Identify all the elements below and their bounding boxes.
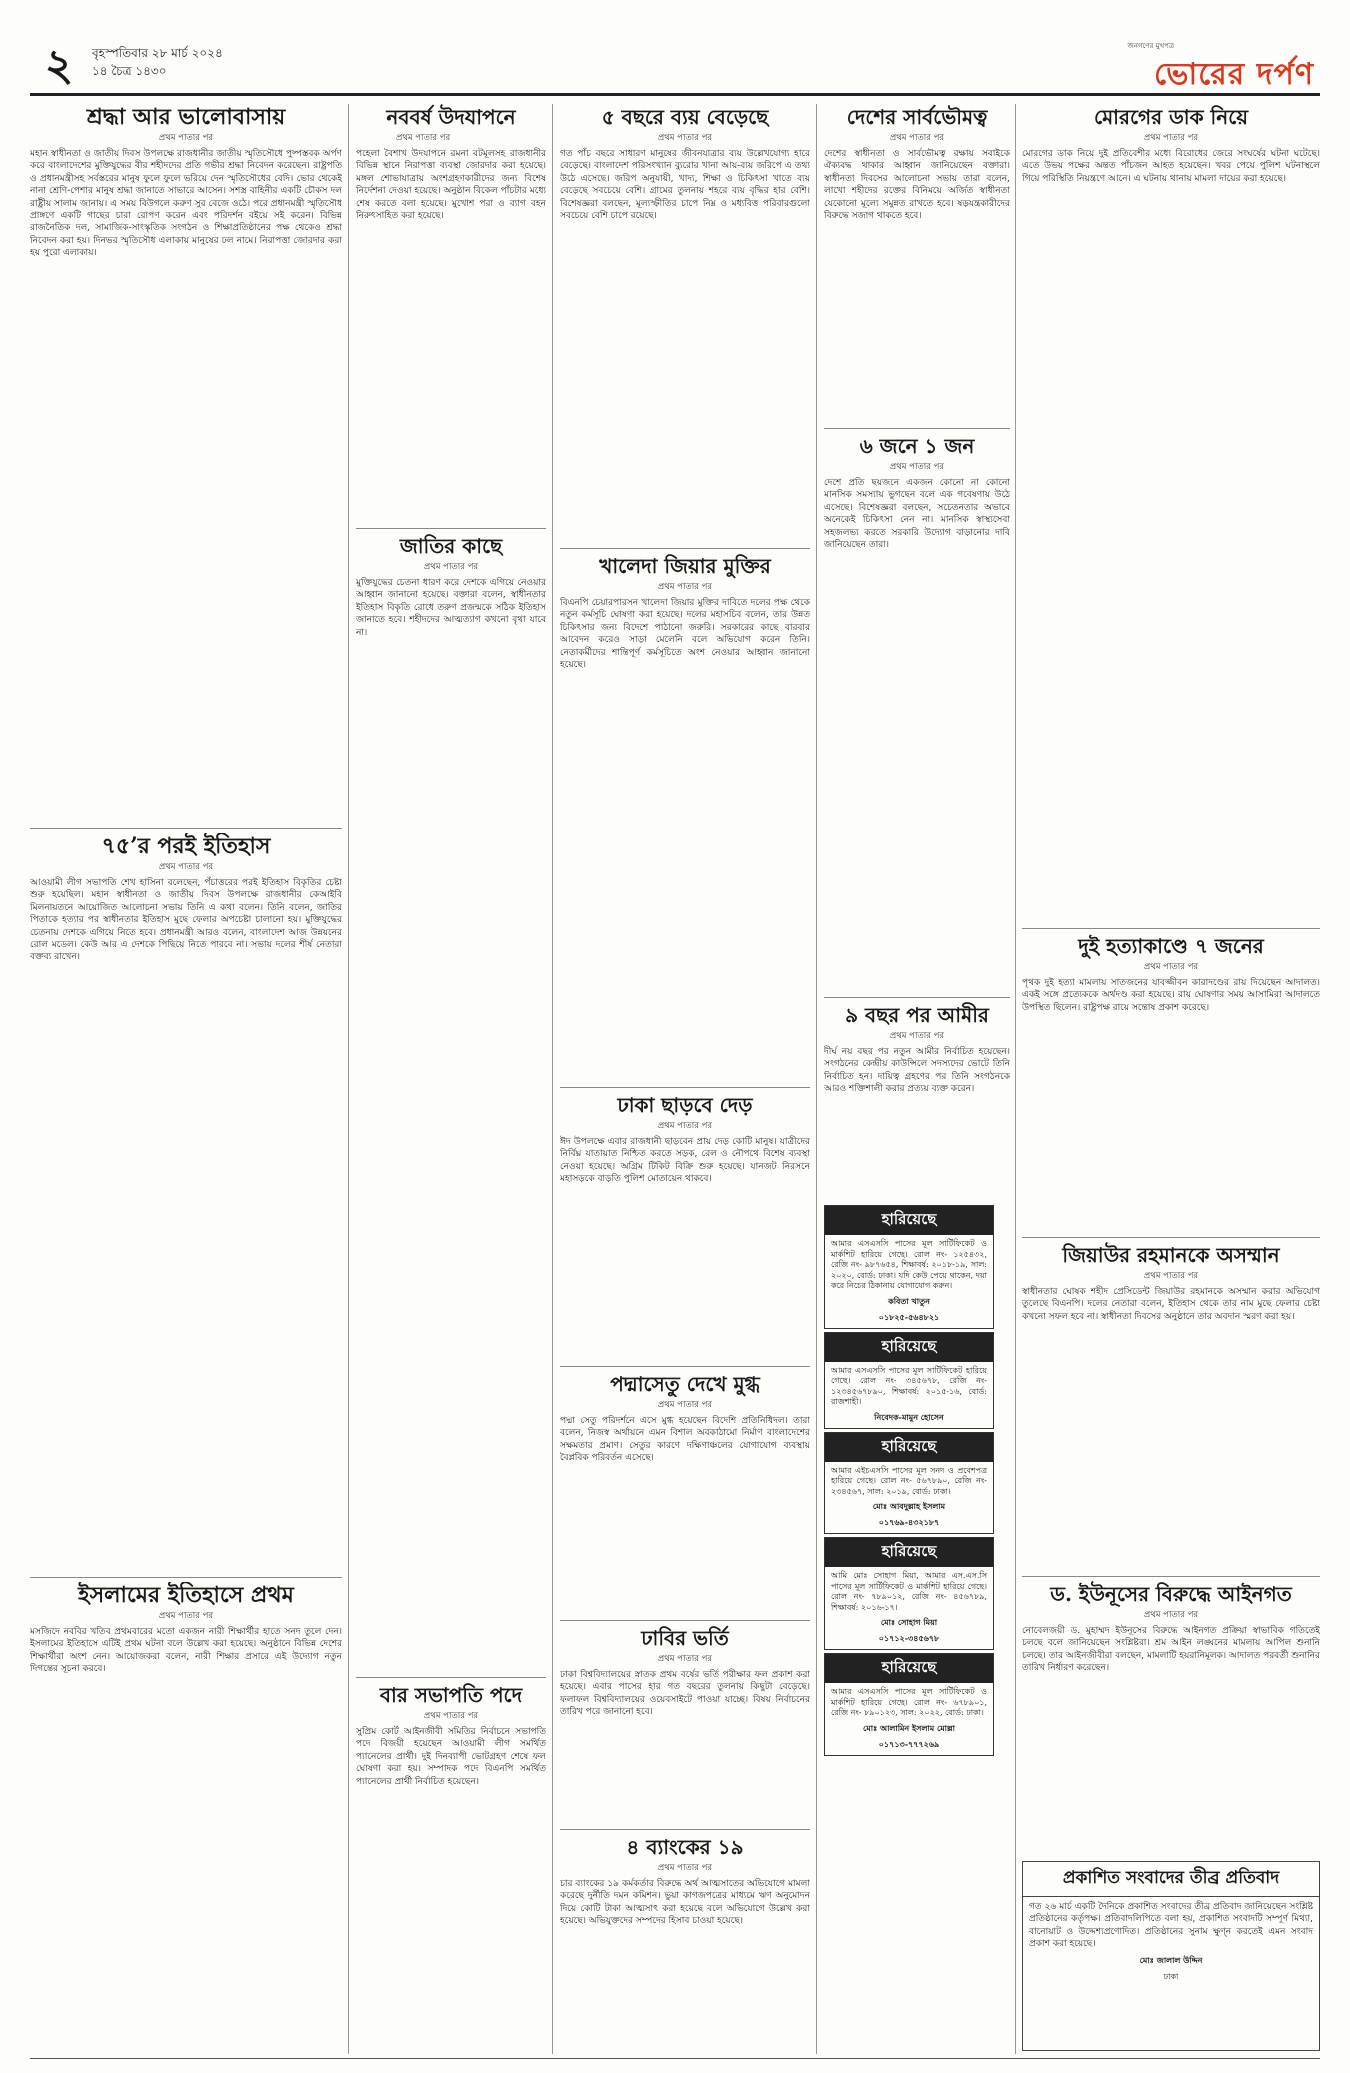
lost-notice-signer: কবিতা খাতুন bbox=[888, 1295, 930, 1306]
divider bbox=[1022, 1237, 1320, 1238]
article-dhabi bbox=[560, 1625, 810, 1825]
headline: ৬ জনে ১ জন bbox=[859, 434, 975, 458]
headline: প্রকাশিত সংবাদের তীব্র প্রতিবাদ bbox=[1023, 1862, 1319, 1897]
headline: ঢাকা ছাড়বে দেড় bbox=[617, 1093, 753, 1117]
article-amir bbox=[824, 1002, 1010, 1202]
article-body: দীর্ঘ নয় বছর পর নতুন আমীর নির্বাচিত হয়েছেন। সংগঠনের কেন্দ্রীয় কাউন্সিলে সদস্যদের ভোটে তিনি নির্বাচিত হন। দায়িত্ব গ্রহণের পর তিনি সংগঠনকে আরও শক্তিশালী করার প্রত্যয় ব্যক্ত করেন। bbox=[824, 1047, 1010, 1095]
article-ittihas bbox=[30, 833, 342, 1573]
lost-notice bbox=[824, 1332, 994, 1429]
protest-signature: মোঃ জালাল উদ্দিন bbox=[1139, 1954, 1203, 1965]
headline: দুই হত্যাকাণ্ডে ৭ জনের bbox=[1078, 934, 1264, 958]
lost-notice bbox=[824, 1653, 994, 1756]
footer-rule bbox=[30, 2058, 1320, 2059]
lost-notice-title: হারিয়েছে bbox=[825, 1206, 993, 1235]
article-ziaur bbox=[1022, 1242, 1320, 1572]
masthead bbox=[30, 38, 1320, 96]
divider bbox=[30, 1577, 342, 1578]
continued-label: প্রথম পাতার পর bbox=[396, 133, 451, 143]
article-body: মোরগের ডাক নিয়ে দুই প্রতিবেশীর মধ্যে বিরোধের জেরে সংঘর্ষের ঘটনা ঘটেছে। এতে উভয় পক্ষের অন্তত পাঁচজন আহত হয়েছেন। খবর পেয়ে পুলিশ ঘটনাস্থলে গিয়ে পরিস্থিতি নিয়ন্ত্রণে আনে। এ ঘটনায় থানায় মামলা দায়ের করা হয়েছে। bbox=[1022, 149, 1320, 184]
headline: দেশের সার্বভৌমত্ব bbox=[846, 105, 988, 129]
article-body: নোবেলজয়ী ড. মুহাম্মদ ইউনূসের বিরুদ্ধে আইনগত প্রক্রিয়া স্বাভাবিক গতিতেই চলছে বলে জানিয়েছেন সংশ্লিষ্টরা। শ্রম আইন লঙ্ঘনের মামলায় আপিল শুনানি চলছে। তার আইনজীবীরা বলছেন, মামলাটি হয়রানিমূলক। আদালত পরবর্তী শুনানির তারিখ নির্ধারণ করেছেন। bbox=[1022, 1626, 1320, 1674]
divider bbox=[560, 548, 810, 549]
article-body: পৃথক দুই হত্যা মামলায় সাতজনের যাবজ্জীবন কারাদণ্ডের রায় দিয়েছেন আদালত। একই সঙ্গে প্রত্যেককে অর্থদণ্ড করা হয়েছে। রায় ঘোষণার সময় আসামিরা আদালতে উপস্থিত ছিলেন। রাষ্ট্রপক্ষ রায়ে সন্তোষ প্রকাশ করেছে। bbox=[1022, 978, 1320, 1013]
date-bangla: ১৪ চৈত্র ১৪৩০ bbox=[92, 64, 167, 78]
date-gregorian: বৃহস্পতিবার ২৮ মার্চ ২০২৪ bbox=[92, 46, 223, 60]
column-divider bbox=[348, 104, 349, 2054]
article-padma bbox=[560, 1371, 810, 1616]
headline: ৫ বছরে ব্যয় বেড়েছে bbox=[601, 105, 769, 129]
lost-notice bbox=[824, 1205, 994, 1329]
divider bbox=[824, 428, 1010, 429]
continued-label: প্রথম পাতার পর bbox=[1143, 1610, 1199, 1620]
article-khaleda bbox=[560, 553, 810, 1083]
lost-notice-signer: মোঃ আবদুল্লাহ ইসলাম bbox=[872, 1501, 946, 1511]
article-body: পদ্মা সেতু পরিদর্শনে এসে মুগ্ধ হয়েছেন বিদেশি প্রতিনিধিদল। তারা বলেন, নিজস্ব অর্থায়নে এমন বিশাল অবকাঠামো নির্মাণ বাংলাদেশের সক্ষমতার প্রমাণ। সেতুর কারণে দক্ষিণাঞ্চলের যোগাযোগ ব্যবস্থায় বৈপ্লবিক পরিবর্তন এসেছে। bbox=[560, 1416, 810, 1464]
continued-label: প্রথম পাতার পর bbox=[657, 133, 713, 143]
article-body: চার ব্যাংকের ১৯ কর্মকর্তার বিরুদ্ধে অর্থ আত্মসাতের অভিযোগে মামলা করেছে দুর্নীতি দমন কমিশন। ভুয়া কাগজপত্রের মাধ্যমে ঋণ অনুমোদন দিয়ে কোটি টাকা আত্মসাৎ করা হয়েছে বলে অভিযোগে উল্লেখ করা হয়েছে। অভিযুক্তদের সম্পদের হিসাব চাওয়া হয়েছে। bbox=[560, 1879, 810, 1927]
divider bbox=[1022, 1576, 1320, 1577]
article-body: ঈদ উপলক্ষে এবার রাজধানী ছাড়বেন প্রায় দেড় কোটি মানুষ। যাত্রীদের নির্বিঘ্ন যাতায়াত নিশ্চিত করতে সড়ক, রেল ও নৌপথে বিশেষ ব্যবস্থা নেওয়া হয়েছে। অগ্রিম টিকিট বিক্রি শুরু হয়েছে। যানজট নিরসনে মহাসড়কে বাড়তি পুলিশ মোতায়েন থাকবে। bbox=[560, 1137, 810, 1185]
continued-label: প্রথম পাতার পর bbox=[657, 582, 713, 592]
logo-name: ভোরের দর্পণ bbox=[1154, 57, 1314, 92]
article-nobobarsho bbox=[356, 104, 546, 524]
page-number: ২ bbox=[44, 40, 74, 91]
column-3 bbox=[560, 104, 810, 2054]
article-body: মসজিদে নববির খতিব প্রথমবারের মতো একজন নারী শিক্ষার্থীর হাতে সনদ তুলে দেন। ইসলামের ইতিহাসে এটিই প্রথম ঘটনা বলে উল্লেখ করা হয়েছে। অনুষ্ঠানে বিভিন্ন দেশের শিক্ষার্থীরা অংশ নেন। আয়োজকরা বলেন, নারী শিক্ষার প্রসারে এই উদ্যোগ নতুন দিগন্তের সূচনা করবে। bbox=[30, 1627, 342, 1675]
lost-notice-title: হারিয়েছে bbox=[825, 1654, 993, 1683]
divider bbox=[356, 528, 546, 529]
lost-notice-title: হারিয়েছে bbox=[825, 1538, 993, 1567]
article-protest bbox=[1022, 1861, 1320, 2051]
column-divider bbox=[552, 104, 553, 2054]
article-bank bbox=[560, 1834, 810, 2054]
protest-place: ঢাকা bbox=[1163, 1971, 1179, 1981]
article-body: গত ২৬ মার্চ একটি দৈনিকে প্রকাশিত সংবাদের তীব্র প্রতিবাদ জানিয়েছেন সংশ্লিষ্ট প্রতিষ্ঠানের কর্তৃপক্ষ। প্রতিবাদলিপিতে বলা হয়, প্রকাশিত সংবাদটি সম্পূর্ণ মিথ্যা, বানোয়াট ও উদ্দেশ্যপ্রণোদিত। প্রতিষ্ঠানের সুনাম ক্ষুণ্ন করতেই এমন সংবাদ প্রকাশ করা হয়েছে। bbox=[1029, 1902, 1313, 1950]
headline: পদ্মাসেতু দেখে মুগ্ধ bbox=[610, 1372, 760, 1396]
article-yunus bbox=[1022, 1581, 1320, 1861]
headline: ৪ ব্যাংকের ১৯ bbox=[626, 1835, 744, 1859]
headline: ৭৫’র পরই ইতিহাস bbox=[101, 833, 271, 859]
article-body: গত পাঁচ বছরে সাধারণ মানুষের জীবনযাত্রার ব্যয় উল্লেখযোগ্য হারে বেড়েছে। বাংলাদেশ পরিসংখ্যান ব্যুরোর খানা আয়-ব্যয় জরিপে এ তথ্য উঠে এসেছে। জরিপ অনুযায়ী, খাদ্য, শিক্ষা ও চিকিৎসা খাতে ব্যয় বেড়েছে সবচেয়ে বেশি। গ্রামের তুলনায় শহরে ব্যয় বৃদ্ধির হার বেশি। বিশেষজ্ঞরা বলছেন, মূল্যস্ফীতির চাপে নিম্ন ও মধ্যবিত্ত পরিবারগুলো সবচেয়ে বেশি চাপে রয়েছে। bbox=[560, 149, 810, 222]
date-box bbox=[92, 44, 223, 80]
divider bbox=[560, 1829, 810, 1830]
lost-notice-body: আমার এসএসসি পাসের মূল সার্টিফিকেট হারিয়ে গেছে। রোল নং- ৩৪৫৬৭৮, রেজি নং- ১২৩৪৫৬৭৮৯০, শিক্ষাবর্ষ: ২০১৫-১৬, বোর্ড: রাজশাহী। bbox=[831, 1365, 987, 1406]
continued-label: প্রথম পাতার পর bbox=[423, 562, 479, 572]
article-body: দেশের স্বাধীনতা ও সার্বভৌমত্ব রক্ষায় সবাইকে ঐক্যবদ্ধ থাকার আহ্বান জানিয়েছেন বক্তারা। স্বাধীনতা দিবসের আলোচনা সভায় তারা বলেন, লাখো শহীদের রক্তের বিনিময়ে অর্জিত স্বাধীনতা যেকোনো মূল্যে সমুন্নত রাখতে হবে। ষড়যন্ত্রকারীদের বিরুদ্ধে সজাগ থাকতে হবে। bbox=[824, 149, 1010, 222]
continued-label: প্রথম পাতার পর bbox=[423, 1711, 479, 1721]
divider bbox=[560, 1366, 810, 1367]
article-body: মুক্তিযুদ্ধের চেতনা ধারণ করে দেশকে এগিয়ে নেওয়ার আহ্বান জানানো হয়েছে। বক্তারা বলেন, স্বাধীনতার ইতিহাস বিকৃতি রোধে তরুণ প্রজন্মকে সঠিক ইতিহাস জানাতে হবে। শহীদদের আত্মত্যাগ কখনো বৃথা যাবে না। bbox=[356, 578, 546, 638]
column-5 bbox=[1022, 104, 1320, 2054]
continued-label: প্রথম পাতার পর bbox=[657, 1654, 713, 1664]
article-body: ঢাকা বিশ্ববিদ্যালয়ের স্নাতক প্রথম বর্ষের ভর্তি পরীক্ষার ফল প্রকাশ করা হয়েছে। এবার পাসের হার গত বছরের তুলনায় কিছুটা বেড়েছে। ফলাফল বিশ্ববিদ্যালয়ের ওয়েবসাইটে পাওয়া যাচ্ছে। বিষয় নির্বাচনের তারিখ পরে জানানো হবে। bbox=[560, 1670, 810, 1718]
lost-notice-phone: ০১৭৬৯-৪৩২১৮৭ bbox=[878, 1517, 940, 1527]
headline: ঢাবির ভর্তি bbox=[641, 1626, 729, 1650]
lost-notice-phone: ০১৭১২-৩৪৫৬৭৮ bbox=[878, 1633, 940, 1643]
headline: মোরগের ডাক নিয়ে bbox=[1093, 105, 1249, 129]
article-body: আওয়ামী লীগ সভাপতি শেখ হাসিনা বলেছেন, পঁচাত্তরের পরই ইতিহাস বিকৃতির চেষ্টা শুরু হয়েছিল। মহান স্বাধীনতা ও জাতীয় দিবস উপলক্ষে রাজধানীর কেআইবি মিলনায়তনে আয়োজিত আলোচনা সভায় তিনি এ কথা বলেন। তিনি বলেন, জাতির পিতাকে হত্যার পর স্বাধীনতার ইতিহাস মুছে ফেলার অপচেষ্টা চালানো হয়। মুক্তিযুদ্ধের চেতনায় দেশকে এগিয়ে নিতে হবে। প্রধানমন্ত্রী আরও বলেন, বাংলাদেশ আজ উন্নয়নের রোল মডেল। কেউ আর এ দেশকে পিছিয়ে নিতে পারবে না। সভায় দলের শীর্ষ নেতারা বক্তব্য রাখেন। bbox=[30, 878, 342, 963]
logo-tagline: জনগণের মুখপত্র bbox=[1127, 42, 1174, 50]
article-body: বিএনপি চেয়ারপারসন খালেদা জিয়ার মুক্তির দাবিতে দলের পক্ষ থেকে নতুন কর্মসূচি ঘোষণা করা হয়েছে। দলের মহাসচিব বলেন, তার উন্নত চিকিৎসার জন্য বিদেশে পাঠানো জরুরি। সরকারের কাছে বারবার আবেদন করেও সাড়া মেলেনি বলে অভিযোগ করেন তিনি। নেতাকর্মীদের শান্তিপূর্ণ কর্মসূচিতে অংশ নেওয়ার আহ্বান জানানো হয়েছে। bbox=[560, 598, 810, 671]
column-1 bbox=[30, 104, 342, 2054]
article-sarbobhoumotto bbox=[824, 104, 1010, 424]
lost-notice-phone: ০১৮২৫-৫৬৪৮২১ bbox=[878, 1311, 940, 1322]
continued-label: প্রথম পাতার পর bbox=[889, 1031, 945, 1041]
headline: জিয়াউর রহমানকে অসম্মান bbox=[1062, 1243, 1280, 1267]
headline: খালেদা জিয়ার মুক্তির bbox=[599, 554, 771, 578]
headline: ৯ বছর পর আমীর bbox=[845, 1003, 989, 1027]
article-body: স্বাধীনতার ঘোষক শহীদ প্রেসিডেন্ট জিয়াউর রহমানকে অসম্মান করার অভিযোগ তুলেছে বিএনপি। দলের নেতারা বলেন, ইতিহাস থেকে তার নাম মুছে ফেলার চেষ্টা কখনো সফল হবে না। স্বাধীনতা দিবসের অনুষ্ঠানে তার অবদান স্মরণ করা হয়। bbox=[1022, 1287, 1320, 1322]
divider bbox=[560, 1087, 810, 1088]
article-jatir bbox=[356, 533, 546, 1673]
column-4 bbox=[824, 104, 1010, 2054]
headline: ইসলামের ইতিহাসে প্রথম bbox=[78, 1582, 294, 1608]
headline: শ্রদ্ধা আর ভালোবাসায় bbox=[86, 104, 286, 130]
continued-label: প্রথম পাতার পর bbox=[1143, 1271, 1199, 1281]
lost-notice-signer: মোঃ সোহাগ মিয়া bbox=[880, 1617, 938, 1627]
continued-label: প্রথম পাতার পর bbox=[1143, 962, 1199, 972]
continued-label: প্রথম পাতার পর bbox=[158, 862, 214, 872]
lost-notice-body: আমার এইচএসসি পাসের মূল সনদ ও প্রবেশপত্র হারিয়ে গেছে। রোল নং- ৫৬৭৮৯০, রেজি নং- ২৩৪৫৬৭, সাল: ২০১৯, বোর্ড: ঢাকা। bbox=[831, 1465, 987, 1496]
lost-notice-signer: মোঃ আলামিন ইসলাম মোল্লা bbox=[863, 1722, 955, 1733]
column-divider bbox=[1015, 104, 1016, 2054]
continued-label: প্রথম পাতার পর bbox=[158, 133, 214, 143]
article-body: দেশে প্রতি ছয়জনে একজন কোনো না কোনো মানসিক সমস্যায় ভুগছেন বলে এক গবেষণায় উঠে এসেছে। বিশেষজ্ঞরা বলছেন, সচেতনতার অভাবে অনেকেই চিকিৎসা নেন না। মানসিক স্বাস্থ্যসেবা সহজলভ্য করতে সরকারি উদ্যোগ বাড়ানোর দাবি জানিয়েছেন তারা। bbox=[824, 478, 1010, 551]
headline: ড. ইউনূসের বিরুদ্ধে আইনগত bbox=[1050, 1582, 1292, 1606]
lost-notice-body: আমার এসএসসি পাসের মূল সার্টিফিকেট ও মার্কশিট হারিয়ে গেছে। রোল নং- ১২৫৪৩২, রেজি নং- ৯৮৭৬৫৪, শিক্ষাবর্ষ: ২০১৮-১৯, সাল: ২০২০, বোর্ড: ঢাকা। যদি কেউ পেয়ে থাকেন, দয়া করে নিচের ঠিকানায় যোগাযোগ করুন। bbox=[831, 1239, 987, 1290]
lost-notice-title: হারিয়েছে bbox=[825, 1433, 993, 1462]
article-shraddha bbox=[30, 104, 342, 824]
headline: নববর্ষ উদযাপনে bbox=[386, 105, 516, 129]
continued-label: প্রথম পাতার পর bbox=[657, 1121, 713, 1131]
divider bbox=[560, 1620, 810, 1621]
article-body: মহান স্বাধীনতা ও জাতীয় দিবস উপলক্ষে রাজধানীর জাতীয় স্মৃতিসৌধে পুষ্পস্তবক অর্পণ করে বাংলাদেশের মুক্তিযুদ্ধের বীর শহীদদের প্রতি গভীর শ্রদ্ধা নিবেদন করেছেন। রাষ্ট্রপতি ও প্রধানমন্ত্রীসহ সর্বস্তরের মানুষ ফুলে ফুলে ভরিয়ে দেন স্মৃতিসৌধের বেদি। ভোর থেকেই নানা শ্রেণি-পেশার মানুষ শ্রদ্ধা জানাতে সাভারে আসেন। সশস্ত্র বাহিনীর একটি চৌকস দল রাষ্ট্রীয় সালাম জানায়। এ সময় বিউগলে করুণ সুর বেজে ওঠে। পরে প্রধানমন্ত্রী স্মৃতিসৌধ প্রাঙ্গণে একটি গাছের চারা রোপণ করেন এবং পরিদর্শন বইয়ে সই করেন। বিভিন্ন রাজনৈতিক দল, সামাজিক-সাংস্কৃতিক সংগঠন ও শিক্ষাপ্রতিষ্ঠানের পক্ষ থেকেও শ্রদ্ধা নিবেদন করা হয়। দিনভর স্মৃতিসৌধ এলাকায় মানুষের ঢল নামে। নিরাপত্তা জোরদার করা হয় পুরো এলাকায়। bbox=[30, 149, 342, 259]
article-panchbochor bbox=[560, 104, 810, 544]
lost-notice-signer: নিবেদক-মামুন হোসেন bbox=[874, 1411, 944, 1422]
continued-label: প্রথম পাতার পর bbox=[158, 1611, 214, 1621]
article-body: সুপ্রিম কোর্ট আইনজীবী সমিতির নির্বাচনে সভাপতি পদে বিজয়ী হয়েছেন আওয়ামী লীগ সমর্থিত প্যানেলের প্রার্থী। দুই দিনব্যাপী ভোটগ্রহণ শেষে ফল ঘোষণা করা হয়। সম্পাদক পদে বিএনপি সমর্থিত প্যানেলের প্রার্থী নির্বাচিত হয়েছেন। bbox=[356, 1727, 546, 1787]
column-2 bbox=[356, 104, 546, 2054]
column-divider bbox=[816, 104, 817, 2054]
lost-notice-title: হারিয়েছে bbox=[825, 1333, 993, 1362]
lost-notice-body: আমার এসএসসি পাসের মূল সার্টিফিকেট ও মার্কশিট হারিয়ে গেছে। রোল নং- ৬৭৮৯০১, রেজি নং- ৮৯০১২৩, সাল: ২০২২, বোর্ড: ঢাকা। bbox=[831, 1687, 987, 1717]
article-chhoyjone bbox=[824, 433, 1010, 993]
continued-label: প্রথম পাতার পর bbox=[657, 1400, 713, 1410]
lost-notices bbox=[824, 1205, 1010, 1756]
divider bbox=[30, 828, 342, 829]
article-hottakando bbox=[1022, 933, 1320, 1233]
article-barsabhapati bbox=[356, 1682, 546, 2052]
headline: জাতির কাছে bbox=[399, 534, 503, 558]
continued-label: প্রথম পাতার পর bbox=[657, 1863, 713, 1873]
article-moraag bbox=[1022, 104, 1320, 924]
article-dhaka bbox=[560, 1092, 810, 1362]
headline: বার সভাপতি পদে bbox=[379, 1683, 523, 1707]
continued-label: প্রথম পাতার পর bbox=[889, 462, 945, 472]
continued-label: প্রথম পাতার পর bbox=[889, 133, 945, 143]
divider bbox=[1022, 928, 1320, 929]
article-islam bbox=[30, 1582, 342, 2052]
lost-notice-phone: ০১৭১৩-৭৭৭২৬৯ bbox=[878, 1738, 940, 1749]
lost-notice-body: আমি মোঃ সোহাগ মিয়া, আমার এস.এস.সি পাসের মূল সার্টিফিকেট ও মার্কশিট হারিয়ে গেছে। রোল নং- ৭৮৯০১২, রেজি নং- ৪৫৬৭৮৯, শিক্ষাবর্ষ: ২০১৬-১৭। bbox=[831, 1571, 987, 1612]
continued-label: প্রথম পাতার পর bbox=[1143, 133, 1199, 143]
divider bbox=[824, 997, 1010, 998]
article-body: পহেলা বৈশাখ উদযাপনে রমনা বটমূলসহ রাজধানীর বিভিন্ন স্থানে নিরাপত্তা ব্যবস্থা জোরদার করা হয়েছে। মঙ্গল শোভাযাত্রায় অংশগ্রহণকারীদের জন্য বিশেষ নির্দেশনা দেওয়া হয়েছে। অনুষ্ঠান বিকেল পাঁচটার মধ্যে শেষ করতে বলা হয়েছে। মুখোশ পরা ও ব্যাগ বহন নিরুৎসাহিত করা হয়েছে। bbox=[356, 149, 546, 222]
newspaper-logo bbox=[1114, 40, 1314, 92]
lost-notice bbox=[824, 1537, 994, 1650]
divider bbox=[356, 1677, 546, 1678]
lost-notice bbox=[824, 1432, 994, 1535]
